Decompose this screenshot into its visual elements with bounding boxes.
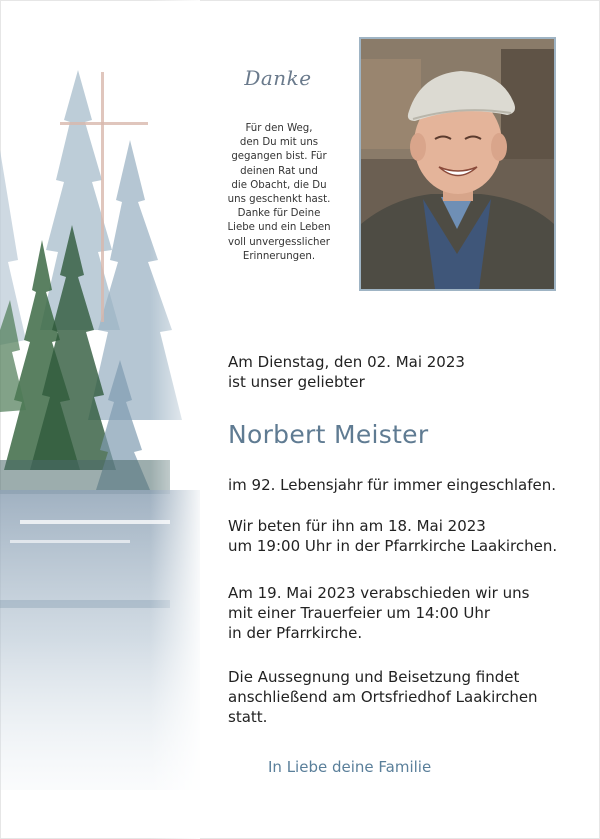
prayer-line: um 19:00 Uhr in der Pfarrkirche Laakirchen. <box>228 537 558 555</box>
blessing-paragraph <box>228 667 538 727</box>
blessing-line: Die Aussegnung und Beisetzung findet <box>228 668 520 686</box>
deceased-name: Norbert Meister <box>228 420 429 449</box>
portrait-illustration <box>361 39 554 289</box>
blessing-line: statt. <box>228 708 268 726</box>
thanks-line: Erinnerungen. <box>242 250 316 262</box>
thanks-line: die Obacht, die Du <box>231 179 327 191</box>
farewell-line: Am 19. Mai 2023 verabschieden wir uns <box>228 584 530 602</box>
thanks-line: uns geschenkt hast. <box>227 194 331 206</box>
thanks-line: Liebe und ein Leben <box>227 222 331 234</box>
prayer-line: Wir beten für ihn am 18. Mai 2023 <box>228 517 486 535</box>
farewell-line: in der Pfarrkirche. <box>228 624 363 642</box>
thanks-line: den Du mit uns <box>239 137 319 149</box>
thanks-line: Danke für Deine <box>237 208 321 220</box>
prayer-paragraph <box>228 516 557 556</box>
intro-line: ist unser geliebter <box>228 373 365 391</box>
watercolor-forest-illustration <box>0 0 200 839</box>
thanks-line: gegangen bist. Für <box>231 151 327 163</box>
blessing-line: anschließend am Ortsfriedhof Laakirchen <box>228 688 538 706</box>
thanks-line: deinen Rat und <box>240 165 318 177</box>
thanks-line: Für den Weg, <box>245 123 313 134</box>
thanks-poem <box>227 122 331 264</box>
age-line: im 92. Lebensjahr für immer eingeschlafen. <box>228 476 557 494</box>
farewell-line: mit einer Trauerfeier um 14:00 Uhr <box>228 604 491 622</box>
intro-line: Am Dienstag, den 02. Mai 2023 <box>228 353 465 371</box>
farewell-paragraph <box>228 583 529 643</box>
thanks-line: voll unvergesslicher <box>228 236 330 248</box>
family-signature: In Liebe deine Familie <box>268 758 432 776</box>
portrait-photo <box>359 37 556 291</box>
intro-paragraph <box>228 352 465 392</box>
thanks-title: Danke <box>244 66 312 90</box>
